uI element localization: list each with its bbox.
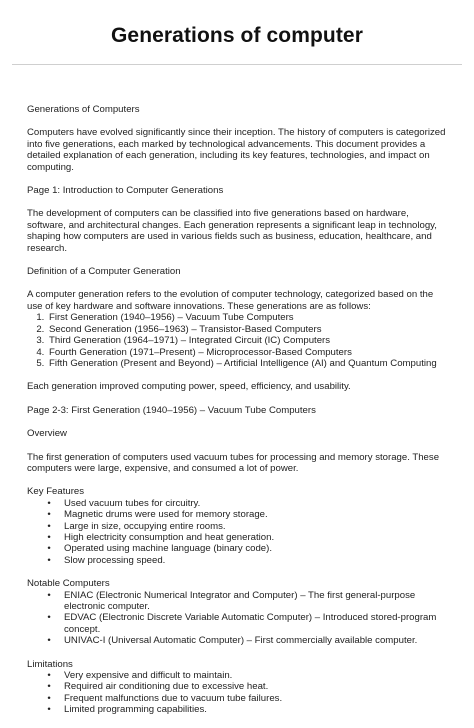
bullet-icon: • xyxy=(47,543,51,555)
bullet-icon: • xyxy=(47,681,51,693)
list-item xyxy=(27,555,447,566)
page1-heading: Page 1: Introduction to Computer Generations xyxy=(27,185,224,197)
list-item-text: EDVAC (Electronic Discrete Variable Automatic Computer) – Introduced stored-program concept. xyxy=(64,612,437,635)
list-item: 1. First Generation (1940–1956) – Vacuum Tube Computers xyxy=(47,312,447,323)
list-item xyxy=(27,704,447,715)
intro-heading: Generations of Computers xyxy=(27,104,140,115)
list-item xyxy=(27,521,447,532)
definition-heading: Definition of a Computer Generation xyxy=(27,266,181,278)
list-item-text: Large in size, occupying entire rooms. xyxy=(64,520,226,532)
list-item xyxy=(27,681,447,692)
limitations-list xyxy=(27,670,447,716)
list-item xyxy=(27,670,447,681)
list-item xyxy=(27,590,447,613)
list-item xyxy=(27,693,447,704)
bullet-icon: • xyxy=(47,589,51,601)
notable-computers-list xyxy=(27,590,447,647)
list-item: 3. Third Generation (1964–1971) – Integrated Circuit (IC) Computers xyxy=(47,335,447,346)
title-divider xyxy=(12,64,462,65)
list-item-text: UNIVAC-I (Universal Automatic Computer) – First commercially available computer. xyxy=(64,635,418,647)
generations-list xyxy=(27,312,447,369)
list-item-text: Limited programming capabilities. xyxy=(64,704,207,716)
list-item xyxy=(27,509,447,520)
bullet-icon: • xyxy=(47,704,51,716)
list-item-text: ENIAC (Electronic Numerical Integrator and Computer) – The first general-purpose electronic computer. xyxy=(64,589,416,612)
page23-heading: Page 2-3: First Generation (1940–1956) – Vacuum Tube Computers xyxy=(27,404,316,416)
page1-paragraph: The development of computers can be classified into five generations based on hardware, software, and architectural changes. Each generation represents a significant leap in technology, shaping how computers are used in various fields such as business, education, healthcare, and research. xyxy=(27,208,437,254)
key-features-heading: Key Features xyxy=(27,486,85,498)
bullet-icon: • xyxy=(47,670,51,682)
list-item-text: Frequent malfunctions due to vacuum tube failures. xyxy=(64,692,283,704)
list-item-text: Used vacuum tubes for circuitry. xyxy=(64,497,201,509)
bullet-icon: • xyxy=(47,692,51,704)
overview-heading: Overview xyxy=(27,428,67,440)
limitations-heading: Limitations xyxy=(27,658,73,670)
list-item: 5. Fifth Generation (Present and Beyond) – Artificial Intelligence (AI) and Quantum Computing xyxy=(47,358,447,369)
bullet-icon: • xyxy=(47,509,51,521)
list-item xyxy=(27,532,447,543)
bullet-icon: • xyxy=(47,612,51,624)
list-item-text: Very expensive and difficult to maintain. xyxy=(64,670,233,682)
page-title: Generations of computer xyxy=(110,24,363,47)
overview-paragraph: The first generation of computers used vacuum tubes for processing and memory storage. These computers were large, expensive, and consumed a lot of power. xyxy=(27,451,440,474)
list-item-text: Required air conditioning due to excessive heat. xyxy=(64,681,269,693)
bullet-icon: • xyxy=(47,554,51,566)
key-features-list xyxy=(27,498,447,566)
bullet-icon: • xyxy=(47,531,51,543)
bullet-icon: • xyxy=(47,635,51,647)
intro-paragraph: Computers have evolved significantly since their inception. The history of computers is categorized into five generations, each marked by technological advancements. This document provides a detailed explanation of each generation, including its key features, technologies, and impact on computing. xyxy=(27,127,446,173)
list-item xyxy=(27,498,447,509)
bullet-icon: • xyxy=(47,497,51,509)
list-item: 2. Second Generation (1956–1963) – Transistor-Based Computers xyxy=(47,324,447,335)
list-item-text: Magnetic drums were used for memory storage. xyxy=(64,509,268,521)
definition-paragraph: A computer generation refers to the evolution of computer technology, categorized based on the use of key hardware and software innovations. These generations are as follows: xyxy=(27,289,434,312)
list-item-text: High electricity consumption and heat generation. xyxy=(64,531,275,543)
bullet-icon: • xyxy=(47,520,51,532)
notable-computers-heading: Notable Computers xyxy=(27,578,110,590)
list-item xyxy=(27,543,447,554)
document-body xyxy=(27,104,447,728)
list-item: 4. Fourth Generation (1971–Present) – Microprocessor-Based Computers xyxy=(47,347,447,358)
list-item xyxy=(27,635,447,646)
improvement-paragraph: Each generation improved computing power, speed, efficiency, and usability. xyxy=(27,381,351,393)
list-item-text: Slow processing speed. xyxy=(64,554,166,566)
list-item-text: Operated using machine language (binary code). xyxy=(64,543,272,555)
